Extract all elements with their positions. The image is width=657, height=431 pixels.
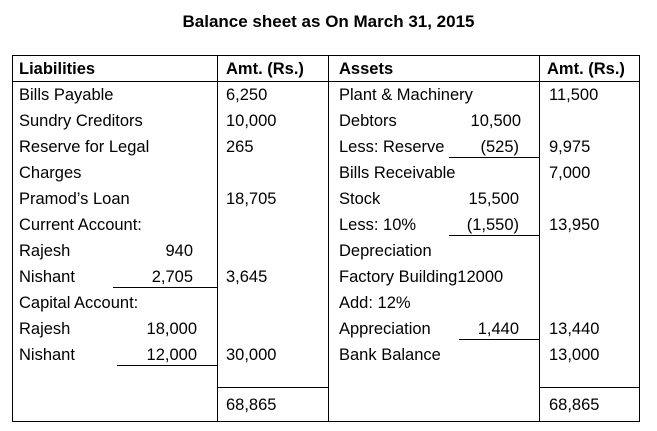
page-title: Balance sheet as On March 31, 2015 bbox=[182, 12, 475, 31]
subtotal-underline bbox=[113, 287, 217, 288]
factory-building-label: Factory Building12000 bbox=[339, 268, 504, 286]
add-twelve-percent-label: Add: 12% bbox=[339, 294, 411, 312]
debtors-net-amount: 9,975 bbox=[549, 138, 591, 156]
total-line-left bbox=[217, 387, 328, 388]
less-reserve-label: Less: Reserve bbox=[339, 138, 445, 156]
total-line-right bbox=[539, 387, 639, 388]
reserve-legal-label: Reserve for Legal bbox=[19, 138, 150, 156]
rajesh-current-label: Rajesh bbox=[19, 242, 71, 260]
stock-less-amount: (1,550) bbox=[466, 216, 519, 234]
capital-account-total: 30,000 bbox=[226, 346, 277, 364]
plant-machinery-label: Plant & Machinery bbox=[339, 86, 473, 104]
header-divider bbox=[13, 81, 639, 82]
subtotal-underline bbox=[449, 157, 539, 158]
column-divider bbox=[328, 56, 329, 421]
pramod-loan-amount: 18,705 bbox=[226, 190, 277, 208]
nishant-capital-amount: 12,000 bbox=[146, 346, 197, 364]
rajesh-capital-amount: 18,000 bbox=[146, 320, 197, 338]
rajesh-capital-label: Rajesh bbox=[19, 320, 71, 338]
plant-machinery-amount: 11,500 bbox=[549, 86, 599, 104]
bills-payable-amount: 6,250 bbox=[226, 86, 268, 104]
charges-label: Charges bbox=[19, 164, 82, 182]
rajesh-current-amount: 940 bbox=[165, 242, 193, 260]
header-assets: Assets bbox=[339, 60, 394, 78]
stock-label: Stock bbox=[339, 190, 381, 208]
balance-sheet-table bbox=[12, 55, 640, 422]
sundry-creditors-amount: 10,000 bbox=[226, 112, 277, 130]
bills-receivable-amount: 7,000 bbox=[549, 164, 591, 182]
stock-amount: 15,500 bbox=[468, 190, 519, 208]
header-amount-right: Amt. (Rs.) bbox=[547, 60, 625, 78]
sundry-creditors-label: Sundry Creditors bbox=[19, 112, 143, 130]
appreciation-amount: 1,440 bbox=[477, 320, 519, 338]
current-account-total: 3,645 bbox=[226, 268, 268, 286]
column-divider bbox=[539, 56, 540, 421]
appreciation-label: Appreciation bbox=[339, 320, 431, 338]
less-ten-percent-label: Less: 10% bbox=[339, 216, 417, 234]
debtors-label: Debtors bbox=[339, 112, 397, 130]
subtotal-underline bbox=[449, 235, 539, 236]
header-amount-left: Amt. (Rs.) bbox=[226, 60, 304, 78]
pramod-loan-label: Pramod’s Loan bbox=[19, 190, 130, 208]
current-account-label: Current Account: bbox=[19, 216, 142, 234]
liabilities-total: 68,865 bbox=[226, 396, 277, 414]
nishant-current-label: Nishant bbox=[19, 268, 75, 286]
bills-receivable-label: Bills Receivable bbox=[339, 164, 456, 182]
subtotal-underline bbox=[459, 339, 539, 340]
subtotal-underline bbox=[117, 365, 217, 366]
bank-balance-amount: 13,000 bbox=[549, 346, 600, 364]
capital-account-label: Capital Account: bbox=[19, 294, 139, 312]
nishant-current-amount: 2,705 bbox=[151, 268, 193, 286]
nishant-capital-label: Nishant bbox=[19, 346, 75, 364]
depreciation-label: Depreciation bbox=[339, 242, 432, 260]
column-divider bbox=[217, 56, 218, 421]
bank-balance-label: Bank Balance bbox=[339, 346, 441, 364]
reserve-legal-amount: 265 bbox=[226, 138, 254, 156]
stock-net-amount: 13,950 bbox=[549, 216, 600, 234]
bills-payable-label: Bills Payable bbox=[19, 86, 114, 104]
less-reserve-amount: (525) bbox=[480, 138, 519, 156]
factory-net-amount: 13,440 bbox=[549, 320, 600, 338]
assets-total: 68,865 bbox=[549, 396, 600, 414]
debtors-amount: 10,500 bbox=[470, 112, 521, 130]
header-liabilities: Liabilities bbox=[19, 60, 96, 78]
